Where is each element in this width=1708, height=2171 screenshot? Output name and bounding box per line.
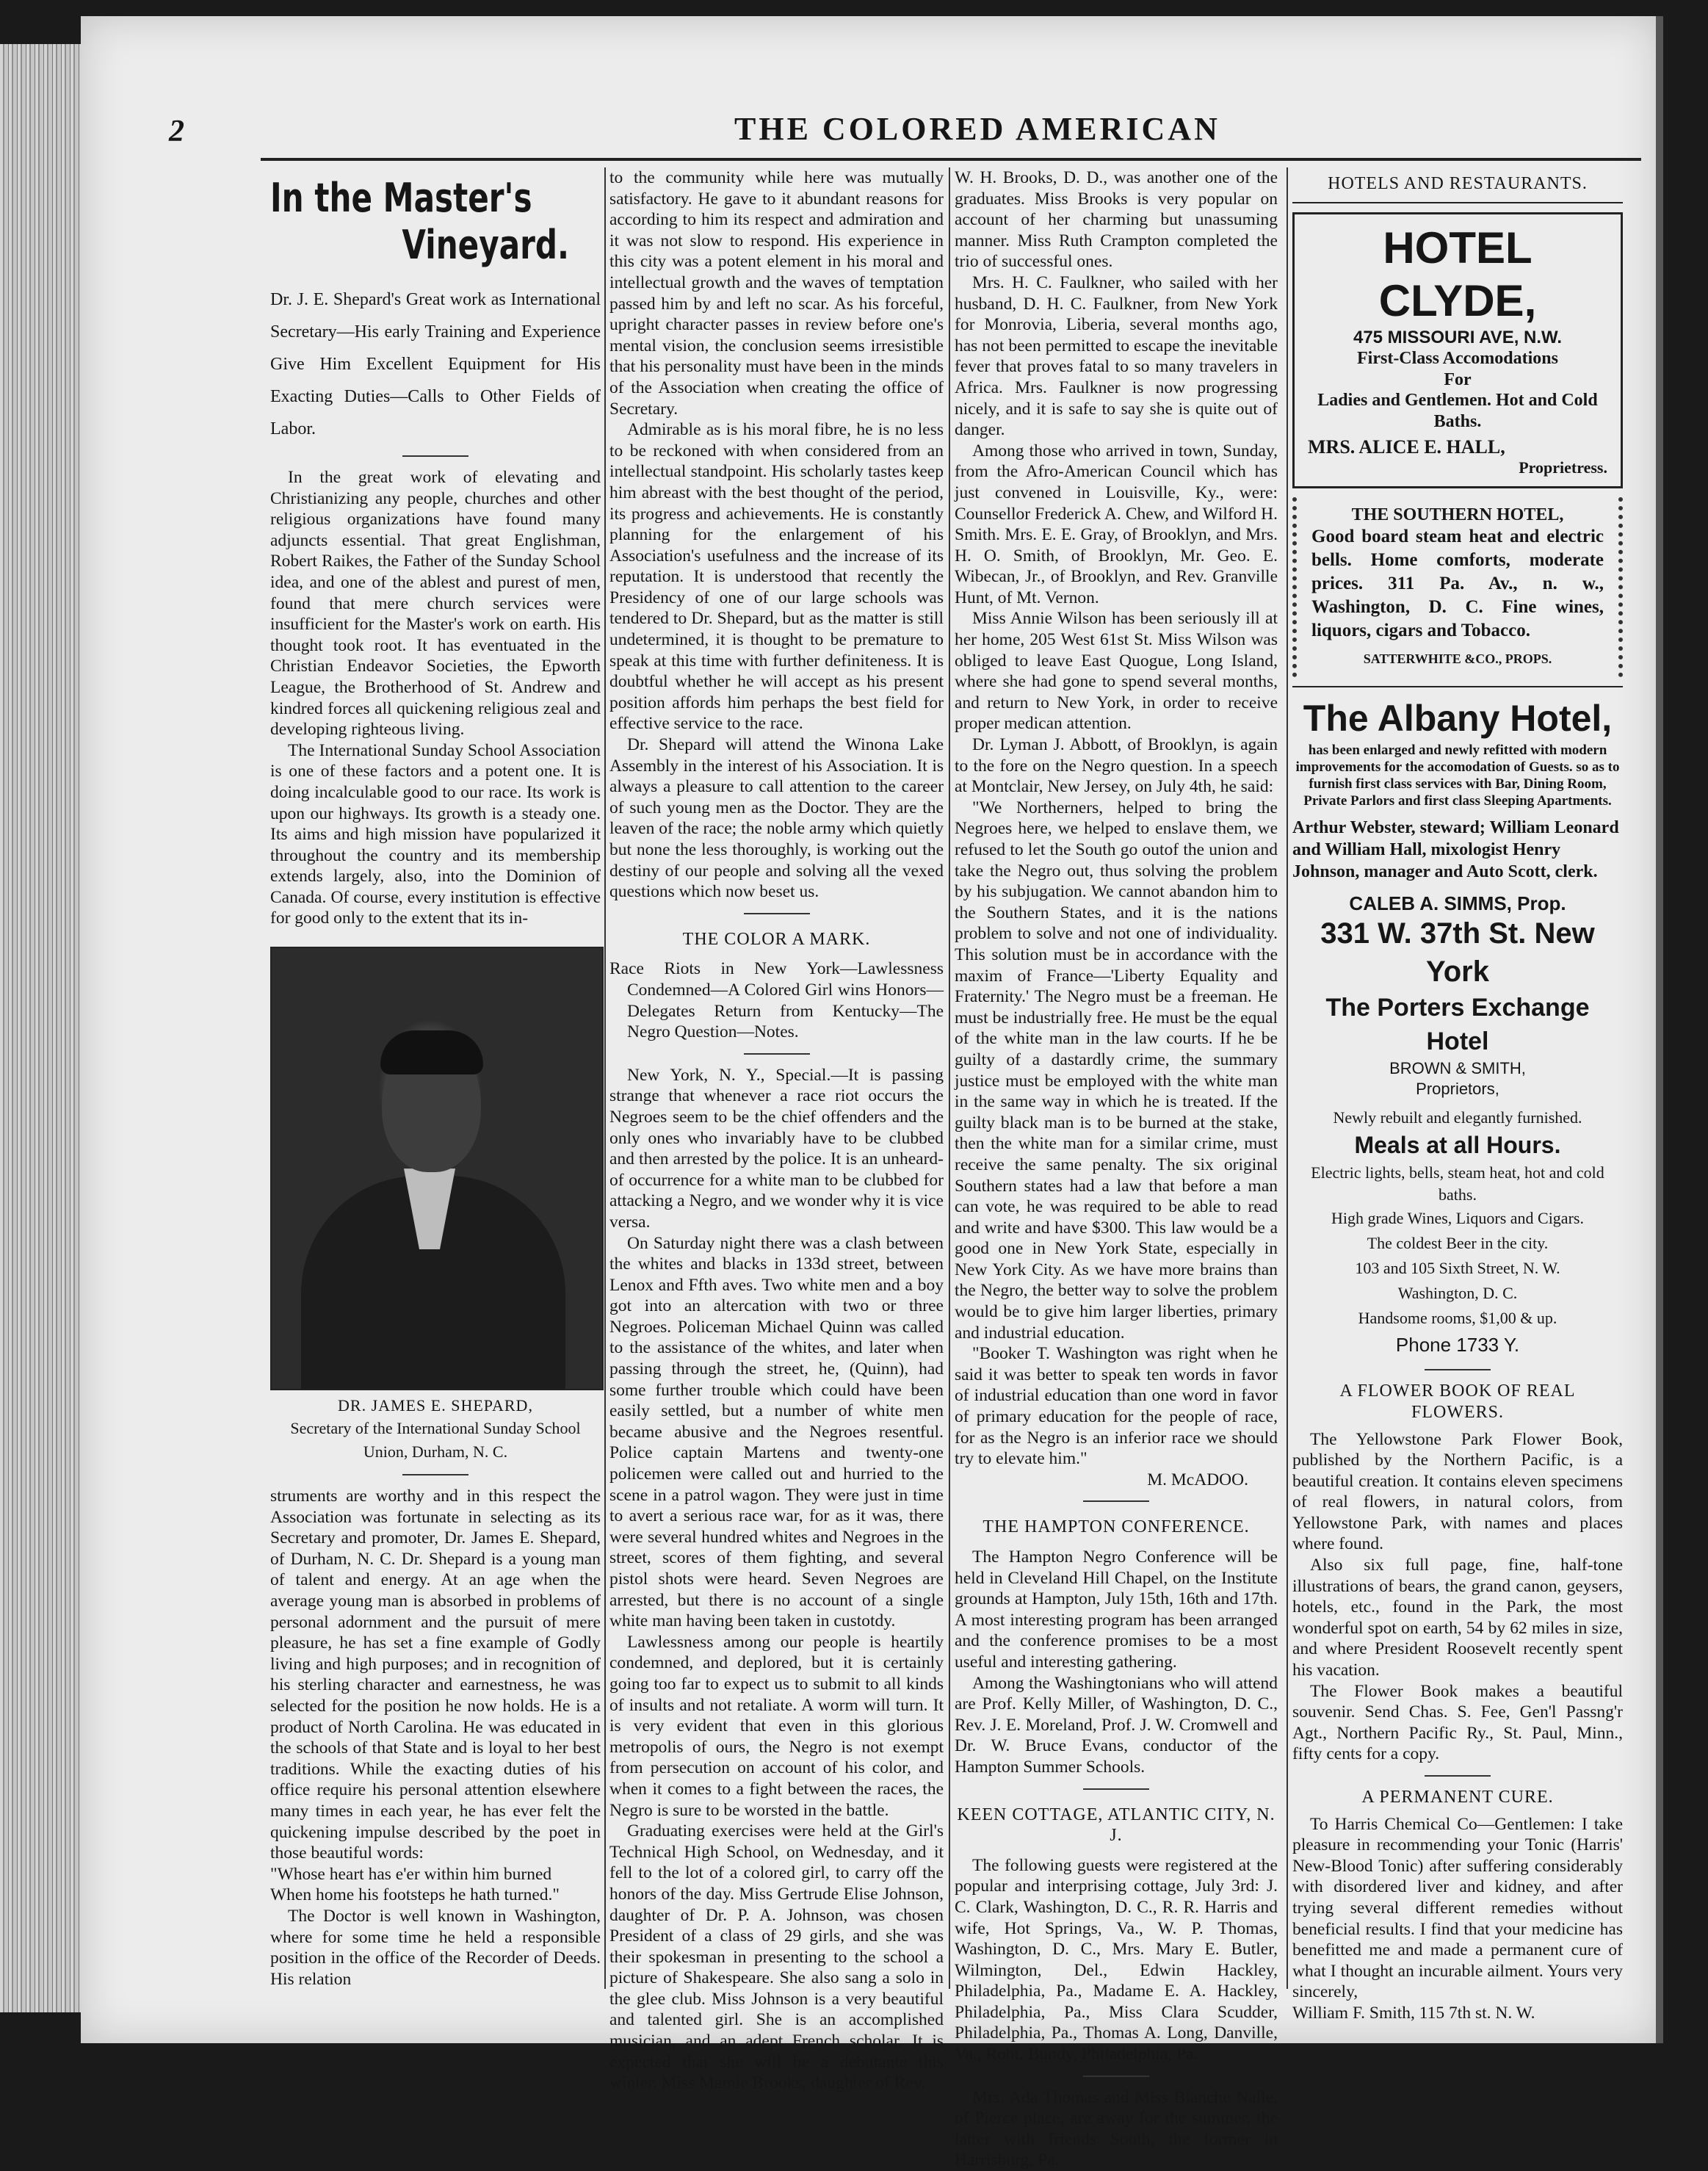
section-heading: A PERMANENT CURE. xyxy=(1361,1788,1554,1807)
paragraph: Miss Annie Wilson has been seriously ill at her home, 205 West 61st St. Miss Wilson was obliged to leave East Quogue, Long Island, where she had gone to spend several months, and return to New York, in order to receive proper medican attention. xyxy=(955,609,1278,734)
column-4-ads xyxy=(1292,167,1623,2024)
ad-line: Washington, D. C. xyxy=(1397,1284,1518,1303)
divider xyxy=(1083,1500,1149,1502)
ad-albany-proprietor: CALEB A. SIMMS, Prop. xyxy=(1349,892,1566,914)
column-rule xyxy=(1287,167,1288,1989)
ad-line: Handsome rooms, $1,00 & up. xyxy=(1358,1309,1557,1328)
paragraph: The Hampton Negro Conference will be held in Cleveland Hill Chapel, on the Institute grounds at Hampton, July 15th, 16th and 17th. A most interesting program has been arranged and the conference promises to be a most useful and interesting gathering. xyxy=(955,1547,1278,1672)
ad-albany-title: The Albany Hotel, xyxy=(1303,697,1613,739)
headline-line-1: In the Master's xyxy=(270,175,532,221)
quotation: "We Northerners, helped to bring the Negroes here, we helped to enslave them, we refused to let the South go outof the union and take the Negro out, thus solving the problem by his subjugation. We cannot abandon him to the Southern States, and it is the nations problem to solve and not one of individuality. This solution must be in accordance with the maxim of France—'Liberty Equality and Fraternity.' The Negro must be a freeman. He must be industrially free. He must be the equal of the white man in the law courts. If he be guilty of a dastardly crime, the summary justice must be employed with the white man in the same way in which he is treated. If the guilty black man is to be burned at the stake, then the white man for a similar crime, must receive the same penalty. The six original Southern states had a law that before a man can vote, he was required to be able to read and write and have $300. This law would be a good one in New York State, especially in New York City. As we have more brains than the Negro, the better way to solve the problem would be to give him larger liberties, primary and industrial education. xyxy=(955,798,1278,1343)
poem-line: When home his footsteps he hath turned." xyxy=(270,1885,560,1905)
paragraph: Mrs. H. C. Faulkner, who sailed with her husband, D. H. C. Faulkner, from New York for Monrovia, Liberia, several months ago, has not been permitted to escape the inevitable fever that proves fatal to so many travelers in Africa. Mrs. Faulkner is now progressing nicely, and it is safe to say she is quite out of danger. xyxy=(955,272,1278,440)
ad-address: 475 MISSOURI AVE, N.W. xyxy=(1353,327,1563,347)
paragraph: The International Sunday School Association is one of these factors and a potent one. It is doing incalculable good to our race. Its work is upon our highways. Its growth is a steady one. Its aims and high mission have popularized it throughout the country and its membership extends largely, also, into the Dominion of Canada. Of course, every institution is effective for good only to the extent that its in- xyxy=(270,740,601,928)
quotation: "Booker T. Washington was right when he said it was better to speak ten words in favor of industrial education than one word in favor of primary education for the people of race, for as the Negro is an inferior race we should try to elevate him." xyxy=(955,1344,1278,1469)
ad-albany-staff: Arthur Webster, steward; William Leonard and William Hall, mixologist Henry Johnson, manager and Auto Scott, clerk. xyxy=(1292,817,1619,881)
ads-section-heading: HOTELS AND RESTAURANTS. xyxy=(1328,174,1588,193)
ad-proprietor: MRS. ALICE E. HALL, xyxy=(1308,436,1505,458)
divider xyxy=(1292,202,1623,203)
paragraph: On Saturday night there was a clash between the whites and blacks in 133d street, between Lenox and Ffth aves. Two white men and a boy got into an altercation with two or three Negroes. Policeman Michael Quinn was called to the assistance of the whites, and later when passing through the street, he, (Quinn), had some further trouble which could have been easily settled, but a number of white men became abusive and the Negroes resentful. Police captain Martens and twenty-one policemen were called out and hurried to the scene in a patrol wagon. They were just in time to avert a serious race war, for as it was, there were several hundred whites and Negroes in the street, scores of them fighting, and several pistol shots were heard. Seven Negroes are arrested, but there is no account of a single white man having been taken in custotdy. xyxy=(609,1233,944,1631)
flower-book-text xyxy=(1292,1429,1623,1766)
ad-porters-title: The Porters Exchange Hotel xyxy=(1325,993,1590,1055)
paragraph: The Yellowstone Park Flower Book, published by the Northern Pacific, is a beautiful creation. It contains eleven specimens of real flowers, in natural colors, from Yellowstone Park, with names and places where found. xyxy=(1292,1429,1623,1554)
section-heading: THE HAMPTON CONFERENCE. xyxy=(983,1517,1250,1537)
photo-caption-detail: Secretary of the International Sunday School Union, Durham, N. C. xyxy=(290,1419,581,1462)
section-deck: Race Riots in New York—Lawlessness Condemned—A Colored Girl wins Honors—Delegates Return from Kentucky—The Negro Question—Notes. xyxy=(609,959,944,1042)
portrait-hair xyxy=(380,1030,483,1074)
divider xyxy=(1292,686,1623,687)
ad-line: High grade Wines, Liquors and Cigars. xyxy=(1331,1209,1584,1228)
ad-line: 103 and 105 Sixth Street, N. W. xyxy=(1355,1259,1560,1278)
page-gutter xyxy=(1656,16,1663,2043)
paragraph: The Doctor is well known in Washington, where for some time he held a responsible position in the office of the Recorder of Deeds. His relation xyxy=(270,1906,601,1989)
divider xyxy=(744,1053,810,1055)
ad-hotel-clyde xyxy=(1292,212,1623,488)
ad-albany-address: 331 W. 37th St. New York xyxy=(1320,917,1595,988)
paragraph: Admirable as is his moral fibre, he is no less to be reckoned with when considered from an intellectual standpoint. His scholarly tastes keep him abreast with the best thought of the period, its progress and achievements. He is constantly planning for the enlargement of his Association's usefulness and the increase of its reputation. It is understood that recently the Presidency of one of our large schools was tendered to Dr. Shepard, but as the matter is still undetermined, it is thought to be premature to speak at this time with further definiteness. It is doubtful whether he will accept as his present position affords him perhaps the best field for effective service to the race. xyxy=(609,420,944,734)
ad-porters-phone: Phone 1733 Y. xyxy=(1395,1334,1520,1357)
column-1 xyxy=(270,167,601,1990)
paragraph: New York, N. Y., Special.—It is passing strange that whenever a race riot occurs the Negroes seem to be the chief offenders and the only ones who invariably have to be clubbed and then arrested by the police. It is an unheard-of occurrence for a white man to be clubbed for attacking a Negro, and we wonder why it is vice versa. xyxy=(609,1065,944,1232)
ad-southern-hotel xyxy=(1292,497,1623,677)
ad-title: HOTEL CLYDE, xyxy=(1378,223,1537,325)
column-rule xyxy=(604,167,606,1989)
paragraph: Dr. Lyman J. Abbott, of Brooklyn, is again to the fore on the Negro question. In a speech at Montclair, New Jersey, on July 4th, he said: xyxy=(955,735,1278,797)
page-number: 2 xyxy=(169,115,184,148)
ad-porters-meals: Meals at all Hours. xyxy=(1354,1132,1561,1159)
ad-line: Electric lights, bells, steam heat, hot and cold baths. xyxy=(1311,1163,1604,1204)
paragraph: struments are worthy and in this respect the Association was fortunate in selecting as its Secretary and promoter, Dr. James E. Shepard, of Durham, N. C. Dr. Shepard is a young man of talent and energy. At an age when the average young man is absorbed in problems of personal adornment and the pursuit of mere pleasure, he has set a fine example of Godly living and high purposes; and in recognition of his sterling character and earnestness, he was selected for the position he now holds. He is a product of North Carolina. He was educated in the schools of that State and is loyal to her best traditions. While the exacting duties of his office require his personal attention elsewhere many times in each year, he has ever felt the quickening impulse described by the poet in those beautiful words: xyxy=(270,1487,601,1863)
photo-caption: DR. JAMES E. SHEPARD, xyxy=(338,1396,533,1415)
divider xyxy=(1425,1369,1491,1370)
masthead: THE COLORED AMERICAN xyxy=(734,111,1220,147)
headline-line-2: Vineyard. xyxy=(402,222,570,268)
ad-albany-body: has been enlarged and newly refitted with modern improvements for the accomodation of Guests. so as to furnish first class services with Bar, Dining Room, Private Parlors and first class Sleeping Apartments. xyxy=(1295,742,1620,809)
paragraph: Graduating exercises were held at the Girl's Technical High School, on Wednesday, and it fell to the lot of a colored girl, to carry off the honors of the day. Miss Gertrude Elise Johnson, daughter of Dr. P. A. Johnson, was chosen President of a class of 29 girls, and she was their spokesman in presenting to the school a picture of Shakespeare. She also sang a solo in the glee club. Miss Johnson is a very beautiful and talented girl. She is an accomplished musician, and an adept French scholar. It is expected that she will be a debutante this winter. Miss Mamie Brooks, daughter of Rev. xyxy=(609,1821,944,2093)
ad-porters-proprietors: Proprietors, xyxy=(1416,1080,1499,1099)
ad-title: THE SOUTHERN HOTEL, xyxy=(1351,505,1564,524)
paragraph: Among the Washingtonians who will attend are Prof. Kelly Miller, of Washington, D. C., Rev. J. E. Moreland, Prof. J. W. Cromwell and Dr. W. Bruce Evans, conductor of the Hampton Summer Schools. xyxy=(955,1673,1278,1777)
section-heading: THE COLOR A MARK. xyxy=(682,929,871,949)
ad-body: Good board steam heat and electric bells. Home comforts, moderate prices. 311 Pa. Av., n. w., Washington, D. C. Fine wines, liquors, cigars and Tobacco. xyxy=(1311,527,1604,641)
paragraph: Among those who arrived in town, Sunday, from the Afro-American Council which has just convened in Louisville, Ky., were: Counsellor Frederick A. Chew, and Wilford H. Smith. Mrs. E. E. Gray, of Brooklyn, and Mrs. H. O. Smith, of Brooklyn, Mr. Geo. E. Wibecan, Jr., of Brooklyn, and Rev. Granville Hunt, of Mt. Vernon. xyxy=(955,441,1278,607)
paragraph: The Flower Book makes a beautiful souvenir. Send Chas. S. Fee, Gen'l Passng'r Agt., Northern Pacific Ry., St. Paul, Minn., fifty cents for a copy. xyxy=(1292,1681,1623,1764)
portrait-photo xyxy=(270,947,604,1390)
column-3 xyxy=(955,167,1278,2171)
paragraph: Mrs. Ada Thomas and Miss Blanche Nalle, of Pierce place, are away for the summer, the latter with friends South, the former in Harrisburg, Pa. xyxy=(955,2087,1278,2170)
paragraph: W. H. Brooks, D. D., was another one of the graduates. Miss Brooks is very popular on account of her charming but unassuming manner. Miss Ruth Crampton completed the trio of successful ones. xyxy=(955,168,1278,272)
ad-line: Ladies and Gentlemen. Hot and Cold Baths. xyxy=(1317,391,1598,431)
divider xyxy=(744,913,810,914)
paragraph: to the community while here was mutually satisfactory. He gave to it abundant reasons for according to him its respect and admiration and it was not slow to respond. His experience in this city was a potent element in his moral and intellectual growth and the waves of temptation passed him by and left no scar. As his forceful, upright character passes in review before one's mental vision, the conclusion seems irresistible that his personality must have been in the minds of the Association when creating the office of Secretary. xyxy=(609,168,944,419)
book-page-edges xyxy=(0,44,81,2012)
divider xyxy=(402,455,468,457)
paragraph: In the great work of elevating and Christianizing any people, churches and other religious organizations have found many adjuncts essential. That great Englishman, Robert Raikes, the Father of the Sunday School idea, and one of the ablest and purest of men, found that mere church services were insufficient for the Master's work on earth. His thought took root. It has eventuated in the Christian Endeavor Societies, the Epworth League, the Brotherhood of St. Andrew and kindred forces all quickening religious zeal and developing righteous living. xyxy=(270,468,601,740)
signature: William F. Smith, 115 7th st. N. W. xyxy=(1292,2003,1535,2023)
paragraph: To Harris Chemical Co—Gentlemen: I take pleasure in recommending your Tonic (Harris' New-Blood Tonic) after suffering considerably with disordered liver and kidney, and after trying several different remedies without beneficial results. I find that your medicine has benefitted me and made a permanent cure of what I thought an incurable ailment. Yours very sincerely, xyxy=(1292,1814,1623,2002)
header-rule xyxy=(261,158,1641,161)
paragraph: Also six full page, fine, half-tone illustrations of bears, the grand canon, geysers, hotels, etc., found in the Park, the most wonderful spot on earth, 54 by 62 miles in size, and where President Roosevelt recently spent his vacation. xyxy=(1292,1556,1623,1680)
ad-line: First-Class Accomodations xyxy=(1357,349,1558,369)
paragraph: Dr. Shepard will attend the Winona Lake Assembly in the interest of his Association. It is always a pleasure to call attention to the career of such young men as the Doctor. They are the leaven of the race; the noble army which quietly but none the less thoroughly, is working out the destiny of our people and solving all the vexed questions which now beset us. xyxy=(609,735,944,902)
paragraph: The following guests were registered at the popular and interprising cottage, July 3rd: J. C. Clark, Washington, D. C., R. R. Harris and wife, Hot Springs, Va., W. P. Thomas, Washington, D. C., Mrs. Mary E. Butler, Wilmington, Del., Edwin Hackley, Philadelphia, Pa., Madame E. A. Hackley, Philadelphia, Pa., Miss Clara Scudder, Philadelphia, Pa., Thomas A. Long, Danville, Va., Robt. Bundy, Philadelphia, Pa. xyxy=(955,1855,1278,2065)
ad-line: For xyxy=(1444,369,1472,389)
divider xyxy=(402,1474,468,1475)
divider xyxy=(1083,2076,1149,2077)
paragraph: Lawlessness among our people is heartily condemned, and deplored, but it is certainly going too far to expect us to submit to all kinds of insults and not retaliate. A worm will turn. It is very evident that even in this glorious metropolis of ours, the Negro is not exempt from persecution on account of his color, and when it comes to a fight between the races, the Negro is sure to be worsted in the battle. xyxy=(609,1632,944,1820)
divider xyxy=(1425,1775,1491,1777)
signature: M. McADOO. xyxy=(1147,1470,1248,1489)
section-heading: KEEN COTTAGE, ATLANTIC CITY, N. J. xyxy=(957,1805,1275,1846)
ad-line: Newly rebuilt and elegantly furnished. xyxy=(1333,1108,1582,1127)
ad-line: Proprietress. xyxy=(1519,458,1607,477)
ad-proprietors: SATTERWHITE &CO., PROPS. xyxy=(1363,651,1552,667)
column-2 xyxy=(609,167,944,2094)
section-heading: A FLOWER BOOK OF REAL FLOWERS. xyxy=(1339,1381,1576,1422)
ad-line: The coldest Beer in the city. xyxy=(1367,1234,1549,1253)
poem-line: "Whose heart has e'er within him burned xyxy=(270,1864,552,1884)
column-rule xyxy=(949,167,950,1989)
ad-porters-owner: BROWN & SMITH, xyxy=(1389,1058,1526,1077)
cure-text xyxy=(1292,1814,1623,2024)
divider xyxy=(1083,1788,1149,1790)
article-deck: Dr. J. E. Shepard's Great work as International Secretary—His early Training and Experience Give Him Excellent Equipment for His Exacting Duties—Calls to Other Fields of Labor. xyxy=(270,290,601,438)
section-deck-wrap xyxy=(609,958,944,1042)
